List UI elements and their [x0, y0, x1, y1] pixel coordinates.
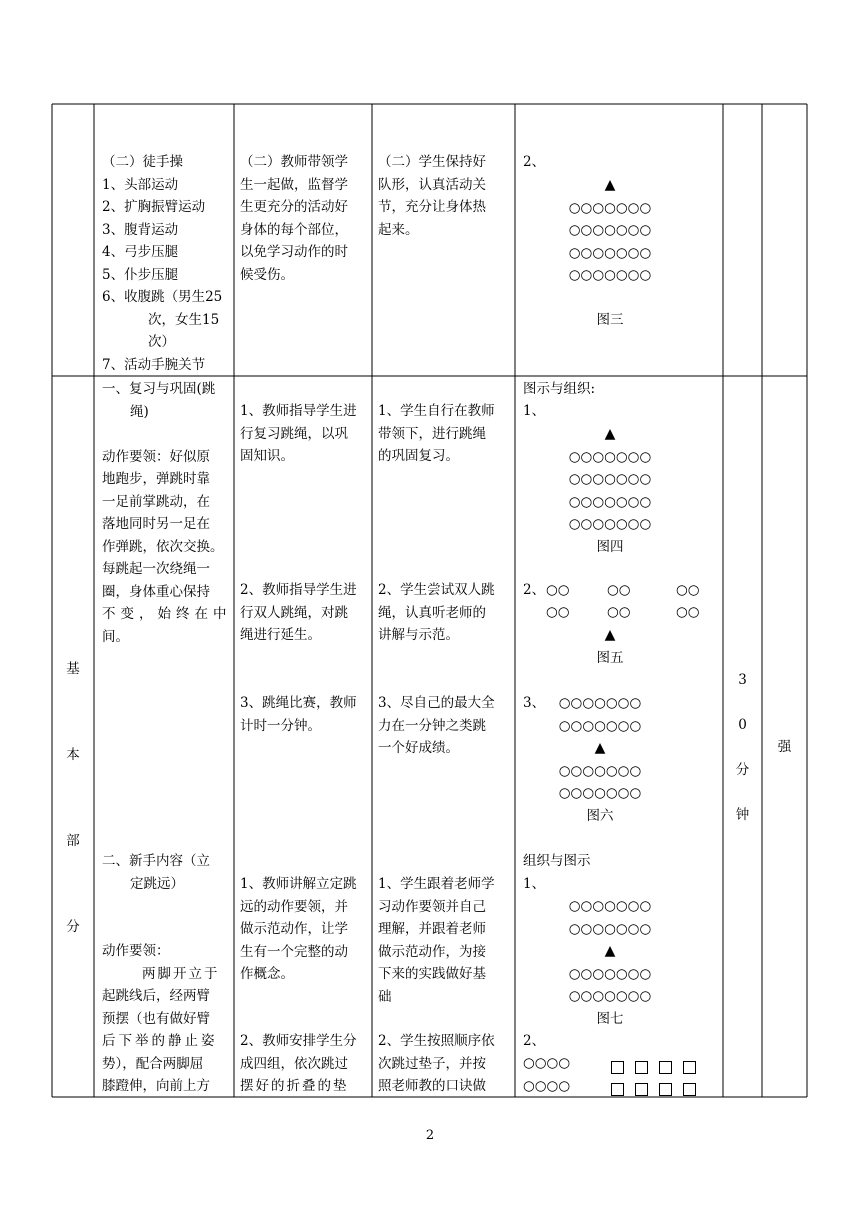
student-line: 1、学生自行在教师 [378, 403, 495, 419]
teacher-line: 身体的每个部位， [240, 221, 348, 238]
content-line: 动作要领：好似原 [102, 448, 210, 465]
content-line: 5、仆步压腿 [102, 266, 179, 283]
teacher-line: 1、教师讲解立定跳 [240, 876, 357, 892]
student-row: ○○○○○○○ [568, 898, 652, 914]
student-row: ○○○○ [523, 1055, 571, 1071]
content-line: 两脚开立于 [142, 965, 220, 982]
teacher-line: （二）教师带领学 [240, 154, 348, 170]
teacher-block-3 [240, 692, 370, 737]
mat-row [611, 1078, 707, 1101]
teacher-line: 候受伤。 [240, 266, 294, 283]
org-title-1: 图示与组织: [523, 381, 596, 397]
teacher-line: 做示范动作，让学 [240, 921, 348, 937]
formation-fig5 [555, 624, 665, 669]
org-title-2: 组织与图示 [523, 853, 591, 869]
content-line: 3、腹背运动 [102, 221, 179, 238]
content-line: 落地同时另一足在 [102, 516, 210, 532]
formation-fig4-number: 1、 [523, 403, 546, 419]
teacher-line: 成四组，依次跳过 [240, 1055, 348, 1072]
student-line: 2、学生按照顺序依 [378, 1033, 495, 1049]
content-line: 定跳远） [130, 875, 184, 892]
content-line: 作弹跳，依次交换。 [102, 538, 224, 555]
warmup-content [102, 151, 232, 376]
content-jump-rope [102, 378, 232, 648]
formation-fig6 [545, 692, 655, 827]
formation-fig7 [555, 895, 665, 1030]
student-row: ○○○○○○○ [568, 199, 652, 216]
time-char: 钟 [735, 807, 750, 823]
student-row: ○○○○○○○ [568, 988, 652, 1004]
teacher-line: 1、教师指导学生进 [240, 403, 357, 419]
content-line: 间。 [102, 628, 129, 645]
section-label-char: 部 [66, 833, 80, 849]
formation-fig8 [523, 1052, 603, 1097]
teacher-triangle-icon: ▲ [604, 943, 616, 959]
content-standing-jump [102, 850, 232, 1098]
content-line: 6、收腹跳（男生25 [102, 289, 223, 305]
student-line: 照老师教的口诀做 [378, 1078, 486, 1094]
content-line: 不变，始终在中 [102, 606, 232, 622]
student-line: 绳，认真听老师的 [378, 604, 486, 621]
student-line: 力在一分钟之类跳 [378, 717, 486, 734]
formation-fig5-pair: ○○ [607, 604, 631, 620]
teacher-line: 2、教师指导学生进 [240, 582, 357, 598]
teacher-block-1 [240, 400, 370, 468]
formation-fig5-pair: ○○ [676, 604, 700, 620]
content-line: 1、头部运动 [102, 176, 179, 193]
content-line: 圈，身体重心保持 [102, 583, 210, 600]
content-line: 动作要领： [102, 943, 170, 959]
student-row: ○○○○○○○ [568, 244, 652, 261]
intensity-label: 强 [777, 739, 792, 755]
student-line: 习动作要领并自己 [378, 898, 486, 915]
student-line: 的巩固复习。 [378, 448, 459, 464]
section-label [52, 626, 94, 970]
teacher-block-5 [240, 1030, 370, 1098]
student-line: 一个好成绩。 [378, 740, 459, 756]
content-line: （二）徒手操 [102, 154, 183, 170]
student-row: ○○○○○○○ [568, 222, 652, 238]
content-line: 绳) [130, 403, 149, 420]
content-line: 预摆（也有做好臂 [102, 1010, 210, 1027]
section-label-char: 分 [66, 919, 80, 935]
content-line: 次，女生15 [148, 311, 220, 328]
student-block-2 [378, 579, 513, 647]
teacher-triangle-icon: ▲ [604, 627, 616, 643]
mat-row [611, 1056, 707, 1079]
formation-fig5-pair: ○○ [607, 582, 631, 598]
teacher-line: 计时一分钟。 [240, 717, 321, 734]
figure-caption: 图四 [596, 538, 624, 555]
formation-fig7-number: 1、 [523, 876, 546, 892]
content-line: 膝蹬伸，向前上方 [102, 1078, 210, 1094]
teacher-triangle-icon: ▲ [594, 740, 606, 756]
teacher-block-2 [240, 579, 370, 647]
teacher-line: 3、跳绳比赛，教师 [240, 695, 357, 711]
student-row: ○○○○○○○ [558, 717, 642, 734]
teacher-line: 行双人跳绳，对跳 [240, 604, 348, 621]
student-row: ○○○○○○○ [568, 493, 652, 510]
mat-square-icon [659, 1061, 672, 1074]
student-row: ○○○○○○○ [558, 695, 642, 711]
teacher-line: 作概念。 [240, 966, 294, 982]
content-line: 地跑步，弹跳时靠 [102, 471, 210, 487]
student-row: ○○○○ [523, 1077, 571, 1094]
student-line: 下来的实践做好基 [378, 966, 486, 982]
student-line: 2、学生尝试双人跳 [378, 582, 495, 598]
teacher-line: 远的动作要领，并 [240, 898, 348, 915]
time-label [723, 658, 762, 838]
student-line: （二）学生保持好 [378, 154, 486, 170]
student-line: 讲解与示范。 [378, 627, 459, 643]
student-line: 1、学生跟着老师学 [378, 876, 495, 892]
figure-caption: 图三 [596, 312, 624, 328]
student-line: 理解，并跟着老师 [378, 921, 486, 937]
section-label-char: 基 [66, 661, 80, 677]
student-line: 队形，认真活动关 [378, 176, 486, 193]
formation-fig5-pair: ○○ [546, 604, 570, 620]
student-row: ○○○○○○○ [568, 516, 652, 532]
student-line: 起来。 [378, 221, 419, 238]
mat-square-icon [611, 1061, 624, 1074]
student-line: 做示范动作，为接 [378, 943, 486, 960]
student-row: ○○○○○○○ [568, 448, 652, 465]
content-line: 每跳起一次绕绳一 [102, 561, 210, 577]
content-line: 势），配合两脚屈 [102, 1055, 204, 1072]
teacher-line: 生一起做，监督学 [240, 176, 348, 193]
content-line: 起跳线后，经两臂 [102, 988, 210, 1004]
formation-fig4 [555, 423, 665, 558]
student-line: 础 [378, 988, 392, 1005]
mat-square-icon [611, 1083, 624, 1096]
time-char: 0 [738, 717, 747, 733]
student-line: 次跳过垫子，并按 [378, 1055, 486, 1072]
mat-square-icon [683, 1083, 696, 1096]
mat-square-icon [635, 1061, 648, 1074]
content-line: 次） [148, 334, 175, 350]
content-line: 2、扩胸振臂运动 [102, 199, 206, 215]
student-block-5 [378, 1030, 513, 1098]
warmup-student [378, 151, 513, 241]
student-row: ○○○○○○○ [568, 471, 652, 487]
formation-fig6-number: 3、 [523, 695, 546, 711]
student-row: ○○○○○○○ [568, 920, 652, 937]
content-line: 7、活动手腕关节 [102, 356, 206, 373]
mat-square-icon [683, 1061, 696, 1074]
formation-fig3-number: 2、 [523, 154, 546, 170]
teacher-line: 摆好的折叠的垫 [240, 1078, 349, 1094]
formation-fig5-pair: ○○ [546, 582, 570, 598]
teacher-line: 2、教师安排学生分 [240, 1033, 357, 1049]
teacher-line: 生更充分的活动好 [240, 199, 348, 215]
time-char: 分 [735, 762, 750, 778]
teacher-triangle-icon: ▲ [604, 177, 616, 193]
student-row: ○○○○○○○ [568, 267, 652, 283]
student-row: ○○○○○○○ [568, 965, 652, 982]
figure-caption: 图五 [596, 649, 624, 666]
content-line: 后下举的静止姿 [102, 1033, 218, 1049]
time-char: 3 [738, 672, 747, 688]
teacher-line: 固知识。 [240, 448, 294, 464]
section-label-char: 本 [66, 747, 80, 763]
teacher-block-4 [240, 873, 370, 986]
student-line: 带领下，进行跳绳 [378, 425, 486, 442]
formation-fig8-number: 2、 [523, 1033, 546, 1049]
student-block-1 [378, 400, 513, 468]
content-line: 4、弓步压腿 [102, 244, 179, 260]
teacher-line: 以免学习动作的时 [240, 244, 348, 260]
teacher-line: 生有一个完整的动 [240, 943, 348, 960]
student-row: ○○○○○○○ [558, 762, 642, 779]
student-row: ○○○○○○○ [558, 785, 642, 801]
teacher-line: 行复习跳绳，以巩 [240, 425, 348, 442]
student-block-4 [378, 873, 513, 1008]
figure-caption: 图六 [586, 807, 614, 824]
page-number: 2 [425, 1128, 435, 1143]
mat-square-icon [635, 1083, 648, 1096]
teacher-line: 绳进行延生。 [240, 627, 321, 643]
formation-fig5-pair: ○○ [676, 582, 700, 598]
student-block-3 [378, 692, 513, 760]
formation-fig3 [555, 174, 665, 332]
content-line: 一足前掌跳动，在 [102, 493, 210, 510]
student-line: 节，充分让身体热 [378, 199, 486, 215]
student-line: 3、尽自己的最大全 [378, 695, 495, 711]
content-line: 一、复习与巩固(跳 [102, 381, 216, 397]
warmup-teacher [240, 151, 370, 286]
mat-square-icon [659, 1083, 672, 1096]
content-line: 二、新手内容（立 [102, 853, 210, 869]
formation-fig5-number: 2、 [523, 582, 546, 598]
teacher-triangle-icon: ▲ [604, 426, 616, 442]
figure-caption: 图七 [596, 1010, 624, 1027]
